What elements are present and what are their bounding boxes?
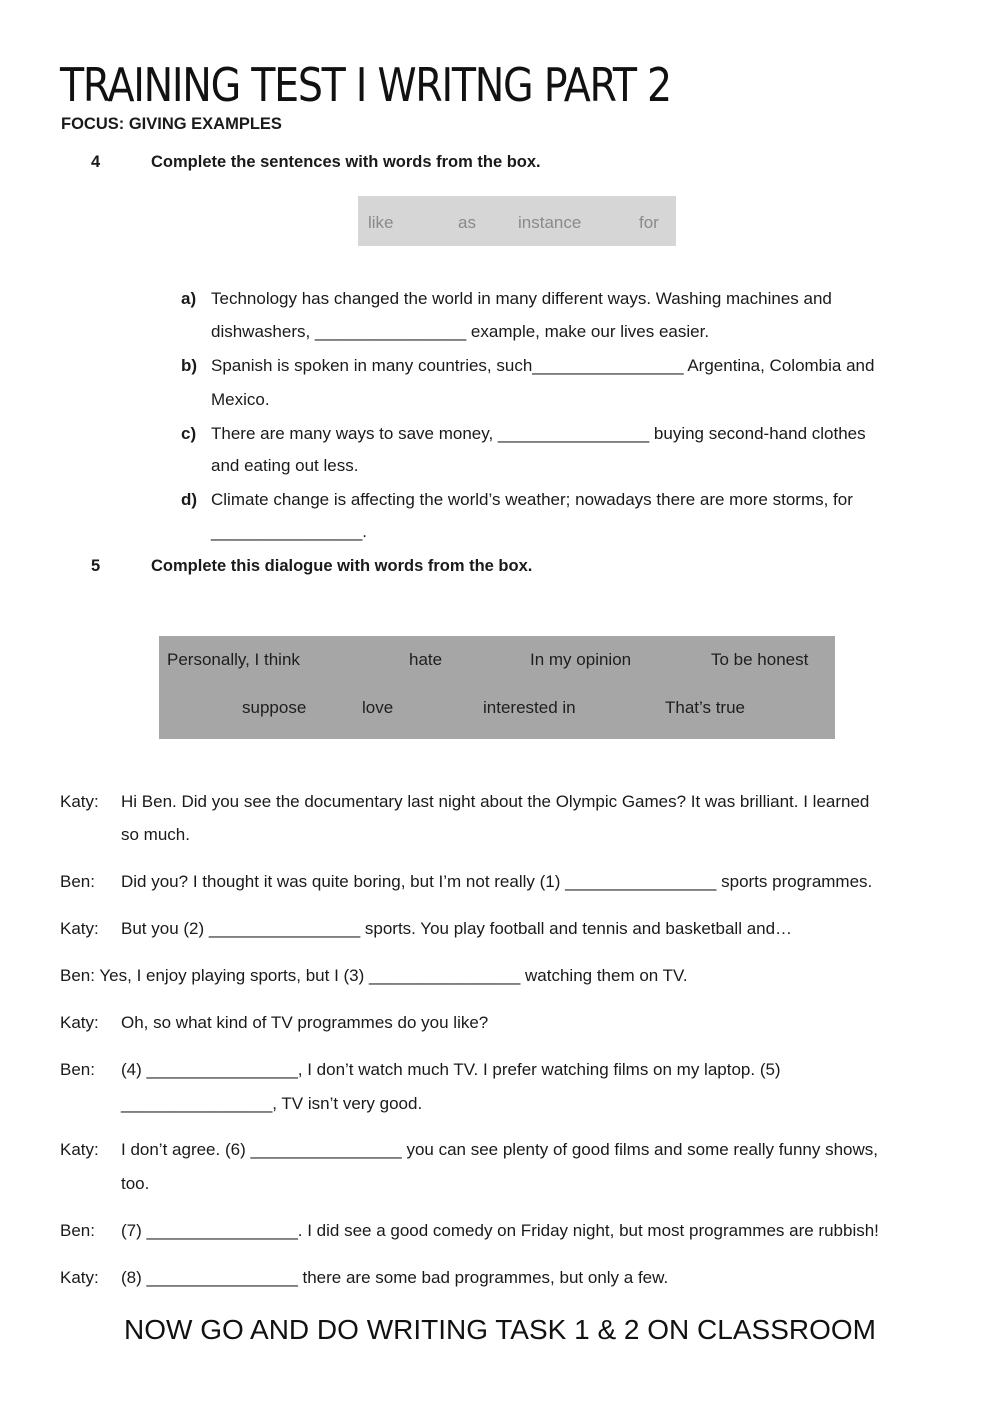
item-b-line-1: Spanish is spoken in many countries, such________________ Argentina, Colombia and — [211, 356, 875, 375]
dialogue-speaker: Katy: — [60, 1013, 99, 1032]
item-a-line-2: dishwashers, ________________ example, make our lives easier. — [211, 322, 710, 341]
word-box-item: for — [639, 213, 659, 232]
dialogue-line: I don’t agree. (6) ________________ you can see plenty of good films and some really funny shows, — [121, 1140, 878, 1159]
word-box-4 — [358, 196, 676, 246]
dialogue-line: (8) ________________ there are some bad programmes, but only a few. — [121, 1268, 669, 1287]
item-a-line-1: Technology has changed the world in many different ways. Washing machines and — [211, 289, 832, 308]
footer-instruction: NOW GO AND DO WRITING TASK 1 & 2 ON CLASSROOM — [124, 1314, 876, 1345]
item-c-line-1: There are many ways to save money, ________________ buying second-hand clothes — [211, 424, 866, 443]
dialogue-speaker: Ben: — [60, 872, 95, 891]
item-b-line-2: Mexico. — [211, 390, 270, 409]
dialogue-line: Ben: Yes, I enjoy playing sports, but I (3) ________________ watching them on TV. — [60, 966, 688, 985]
exercise-5-instruction: Complete this dialogue with words from the box. — [151, 557, 533, 575]
dialogue-line: so much. — [121, 825, 190, 844]
item-c-line-2: and eating out less. — [211, 456, 359, 475]
focus-subtitle: FOCUS: GIVING EXAMPLES — [61, 115, 282, 133]
word-box-item: hate — [409, 650, 443, 669]
page-title: TRAINING TEST I WRITNG PART 2 — [60, 58, 671, 112]
dialogue-line: But you (2) ________________ sports. You play football and tennis and basketball and… — [121, 919, 793, 938]
dialogue-line: Oh, so what kind of TV programmes do you like? — [121, 1013, 489, 1032]
item-d-letter: d) — [181, 490, 198, 509]
word-box-item: love — [362, 698, 394, 717]
dialogue-speaker: Katy: — [60, 919, 99, 938]
exercise-5-number: 5 — [91, 557, 101, 575]
dialogue-speaker: Ben: — [60, 1221, 95, 1240]
dialogue-line: (4) ________________, I don’t watch much TV. I prefer watching films on my laptop. (5) — [121, 1060, 781, 1079]
word-box-item: To be honest — [711, 650, 809, 669]
word-box-item: instance — [518, 213, 582, 232]
word-box-item: as — [458, 213, 476, 232]
item-c-letter: c) — [181, 424, 197, 443]
word-box-5 — [159, 636, 835, 739]
item-b-letter: b) — [181, 356, 198, 375]
exercise-4-number: 4 — [91, 153, 101, 171]
dialogue-speaker: Katy: — [60, 1140, 99, 1159]
dialogue-speaker: Katy: — [60, 792, 99, 811]
word-box-item: interested in — [483, 698, 576, 717]
item-d-line-2: ________________. — [211, 522, 367, 541]
word-box-item: In my opinion — [530, 650, 632, 669]
item-a-letter: a) — [181, 289, 197, 308]
word-box-item: like — [368, 213, 394, 232]
dialogue-line: (7) ________________. I did see a good comedy on Friday night, but most programmes are rubbish! — [121, 1221, 879, 1240]
word-box-item: That’s true — [665, 698, 746, 717]
word-box-item: Personally, I think — [167, 650, 300, 669]
dialogue-line: too. — [121, 1174, 150, 1193]
dialogue-speaker: Katy: — [60, 1268, 99, 1287]
word-box-item: suppose — [242, 698, 307, 717]
dialogue-line: ________________, TV isn’t very good. — [121, 1094, 423, 1113]
exercise-4-instruction: Complete the sentences with words from the box. — [151, 153, 541, 171]
item-d-line-1: Climate change is affecting the world’s weather; nowadays there are more storms, for — [211, 490, 853, 509]
dialogue-line: Hi Ben. Did you see the documentary last night about the Olympic Games? It was brilliant. I learned — [121, 792, 870, 811]
dialogue-speaker: Ben: — [60, 1060, 95, 1079]
dialogue-line: Did you? I thought it was quite boring, but I’m not really (1) ________________ sports programmes. — [121, 872, 873, 891]
